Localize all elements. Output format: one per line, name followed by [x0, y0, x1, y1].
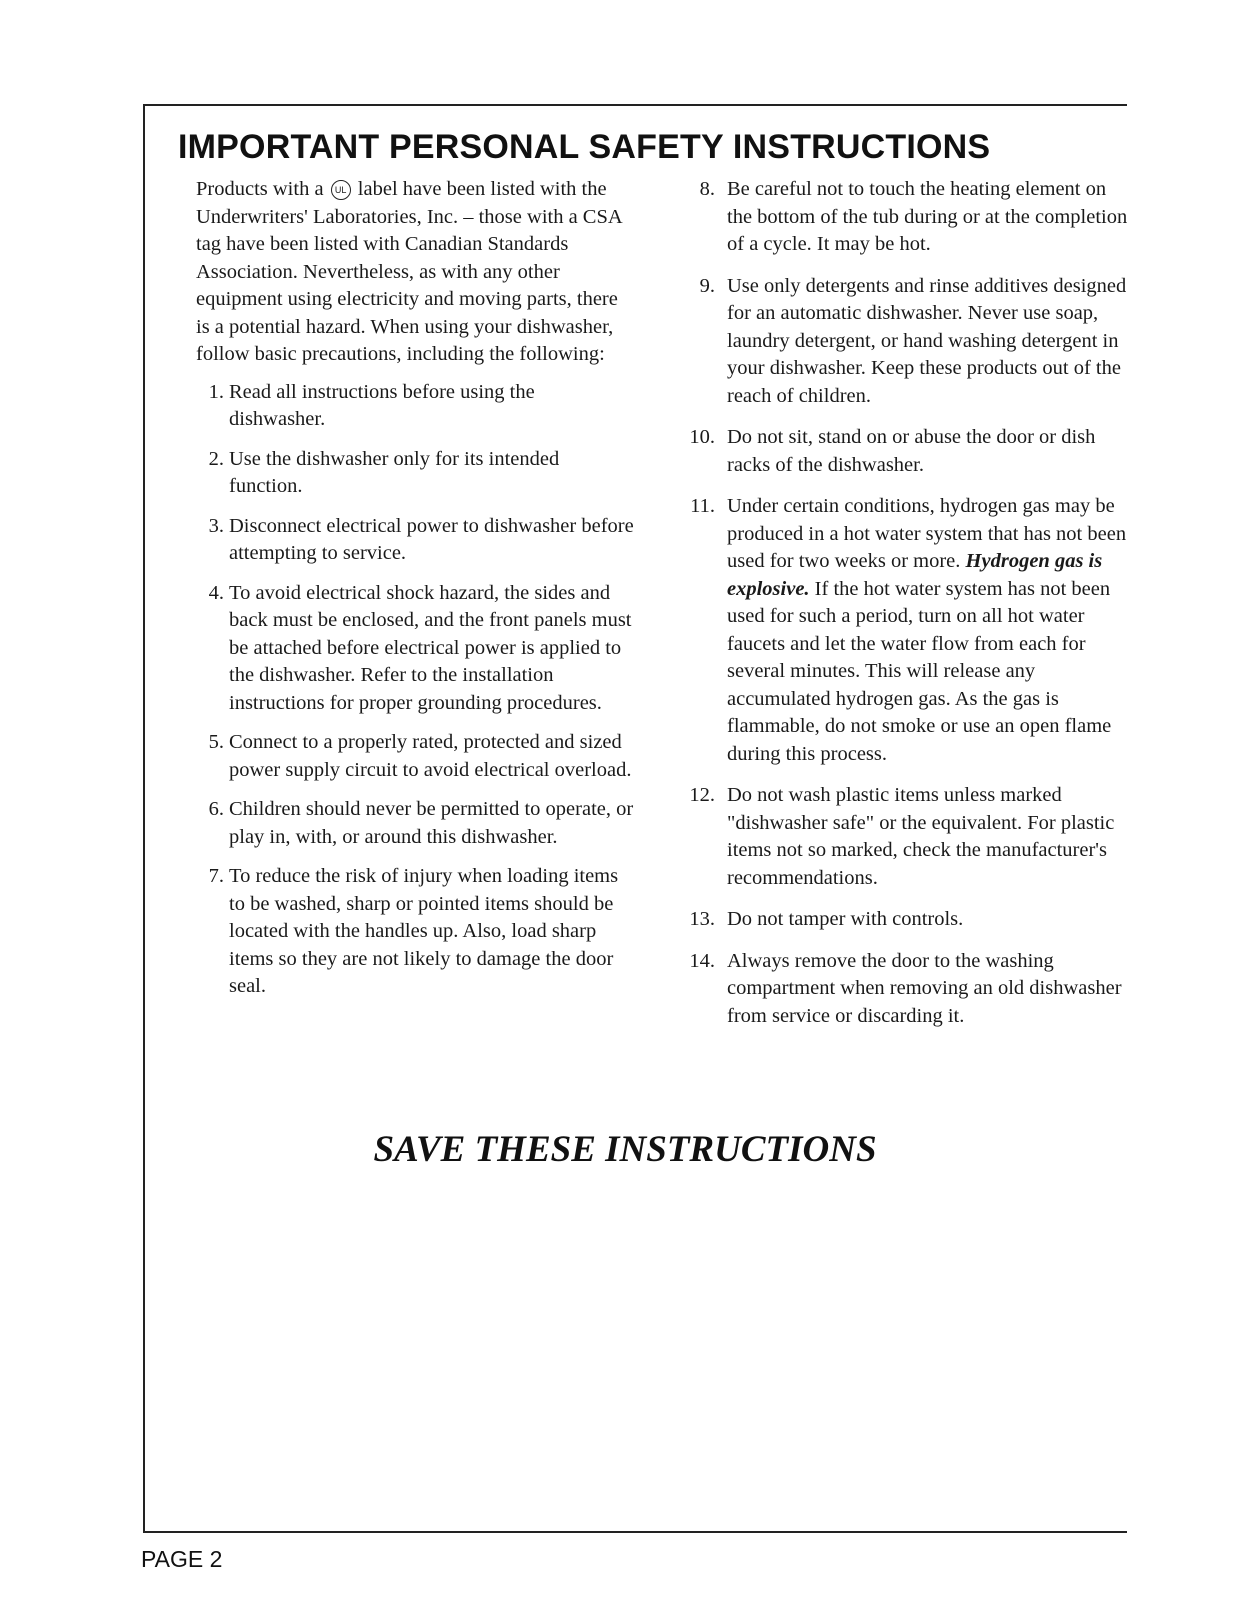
list-item — [685, 948, 1130, 1031]
item-text: Connect to a properly rated, protected and sized power supply circuit to avoid electrical overload. — [229, 731, 632, 781]
item-number: 12. — [689, 784, 715, 806]
top-rule — [143, 104, 1127, 106]
item-text: Do not wash plastic items unless marked "dishwasher safe" or the equivalent. For plastic items not so marked, check the manufacturer's recommendations. — [727, 784, 1115, 889]
list-item — [685, 782, 1130, 892]
left-column — [196, 176, 636, 1013]
list-item — [196, 863, 636, 1001]
item-number: 13. — [689, 908, 715, 930]
item-number: 6. — [208, 798, 224, 820]
list-item — [196, 796, 636, 851]
item-text: Use the dishwasher only for its intended function. — [229, 447, 560, 497]
list-item — [196, 379, 636, 434]
item-text: Be careful not to touch the heating element on the bottom of the tub during or at the completion of a cycle. It may be hot. — [727, 178, 1128, 255]
item-text: Disconnect electrical power to dishwasher before attempting to service. — [229, 514, 634, 564]
list-item — [196, 729, 636, 784]
item-number: 1. — [208, 380, 224, 403]
list-item — [196, 446, 636, 501]
list-item — [685, 273, 1130, 411]
page-title: IMPORTANT PERSONAL SAFETY INSTRUCTIONS — [178, 128, 991, 166]
list-item — [196, 513, 636, 568]
page-number: PAGE 2 — [141, 1546, 223, 1572]
list-item — [685, 906, 1130, 934]
item-text: Do not tamper with controls. — [727, 908, 964, 930]
item-number: 3. — [208, 514, 224, 537]
item-number: 4. — [208, 581, 224, 604]
item-text: Use only detergents and rinse additives designed for an automatic dishwasher. Never use soap, laundry detergent, or hand washing detergent in your dishwasher. Keep these products out of the reach of children. — [727, 274, 1127, 407]
intro-paragraph — [196, 176, 636, 369]
item-text: Read all instructions before using the dishwasher. — [229, 380, 535, 430]
item-text: Do not sit, stand on or abuse the door or dish racks of the dishwasher. — [727, 426, 1096, 476]
bottom-rule — [143, 1531, 1127, 1533]
intro-text-before-mark: Products with a — [196, 178, 324, 200]
list-item — [685, 176, 1130, 259]
item-number: 10. — [689, 426, 715, 448]
item-number: 14. — [689, 949, 715, 972]
save-instructions-heading: SAVE THESE INSTRUCTIONS — [373, 1129, 877, 1170]
item-number: 7. — [208, 865, 224, 887]
item-number: 5. — [208, 731, 224, 753]
ul-listed-mark-icon: UL — [331, 180, 351, 200]
item-text: To reduce the risk of injury when loading items to be washed, sharp or pointed items should be located with the handles up. Also, load sharp items so they are not likely to damage the door seal. — [229, 865, 619, 997]
safety-list-left — [196, 379, 636, 1001]
list-item — [685, 493, 1130, 768]
list-item — [196, 580, 636, 718]
item-text-before-warning: Under certain conditions, hydrogen gas may be produced in a hot water system that has not been used for two weeks or more. — [727, 495, 1127, 572]
hydrogen-warning: Hydrogen gas is explosive. — [727, 550, 1103, 600]
item-number: 9. — [699, 274, 715, 297]
item-number: 11. — [690, 495, 715, 517]
item-number: 8. — [699, 178, 715, 200]
item-text: Always remove the door to the washing compartment when removing an old dishwasher from service or discarding it. — [727, 949, 1122, 1027]
safety-list-right — [685, 176, 1130, 1030]
right-column — [685, 176, 1130, 1044]
item-text-after-warning: If the hot water system has not been used for such a period, turn on all hot water faucets and let the water flow from each for several minutes. This will release any accumulated hydrogen gas. As the gas is flammable, do not smoke or use an open flame during this process. — [727, 577, 1112, 765]
item-text: Children should never be permitted to operate, or play in, with, or around this dishwasher. — [229, 798, 634, 848]
list-item — [685, 424, 1130, 479]
intro-text-after-mark: label have been listed with the Underwriters' Laboratories, Inc. – those with a CSA tag have been listed with Canadian Standards Association. Nevertheless, as with any other equipment using electricity and moving parts, there is a potential hazard. When using your dishwasher, follow basic precautions, including the following: — [196, 178, 622, 365]
item-text: To avoid electrical shock hazard, the sides and back must be enclosed, and the front panels must be attached before electrical power is applied to the dishwasher. Refer to the installation instructions for proper grounding procedures. — [229, 581, 632, 714]
left-rule — [143, 104, 145, 1532]
item-number: 2. — [208, 447, 224, 470]
